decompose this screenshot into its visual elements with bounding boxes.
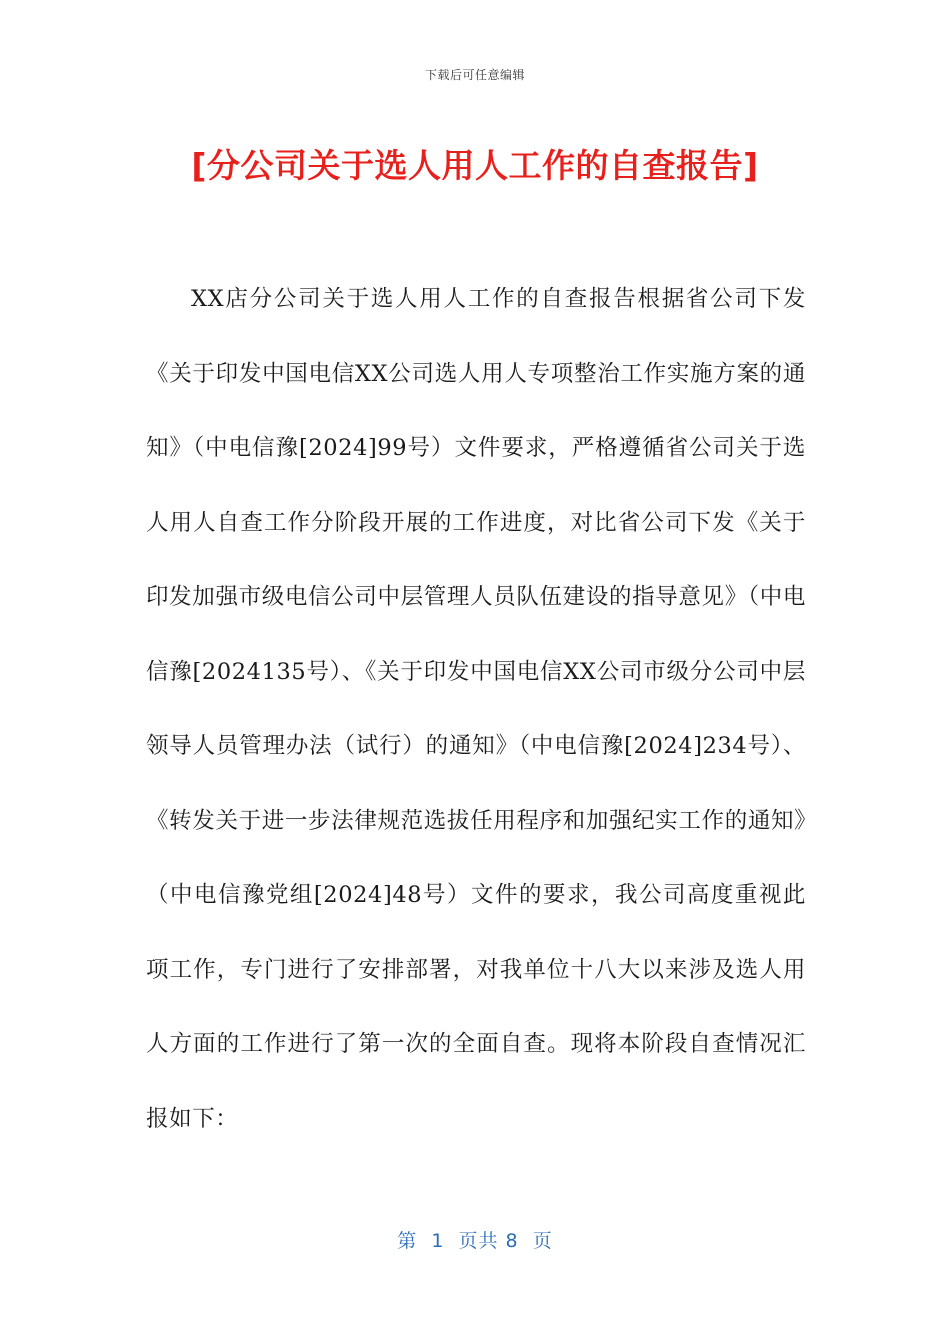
header-note: 下载后可任意编辑 bbox=[424, 68, 525, 82]
body-paragraph: XX店分公司关于选人用人工作的自查报告根据省公司下发《关于印发中国电信XX公司选人用人专项整治工作实施方案的通知》（中电信豫[2024]99号）文件要求，严格遵循省公司关于选人用人自查工作分阶段开展的工作进度，对比省公司下发《关于印发加强市级电信公司中层管理人员队伍建设的指导意见》（中电信豫[2024135号）、《关于印发中国电信XX公司市级分公司中层领导人员管理办法（试行）的通知》（中电信豫[2024]234号）、《转发关于进一步法律规范选拔任用程序和加强纪实工作的通知》（中电信豫党组[2024]48号）文件的要求，我公司高度重视此项工作，专门进行了安排部署，对我单位十八大以来涉及选人用人方面的工作进行了第一次的全面自查。现将本阶段自查情况汇报如下： bbox=[146, 286, 806, 1132]
document-title: [分公司关于选人用人工作的自查报告] bbox=[191, 146, 759, 185]
page-number-footer: 第 1 页共 8 页 bbox=[397, 1230, 553, 1252]
